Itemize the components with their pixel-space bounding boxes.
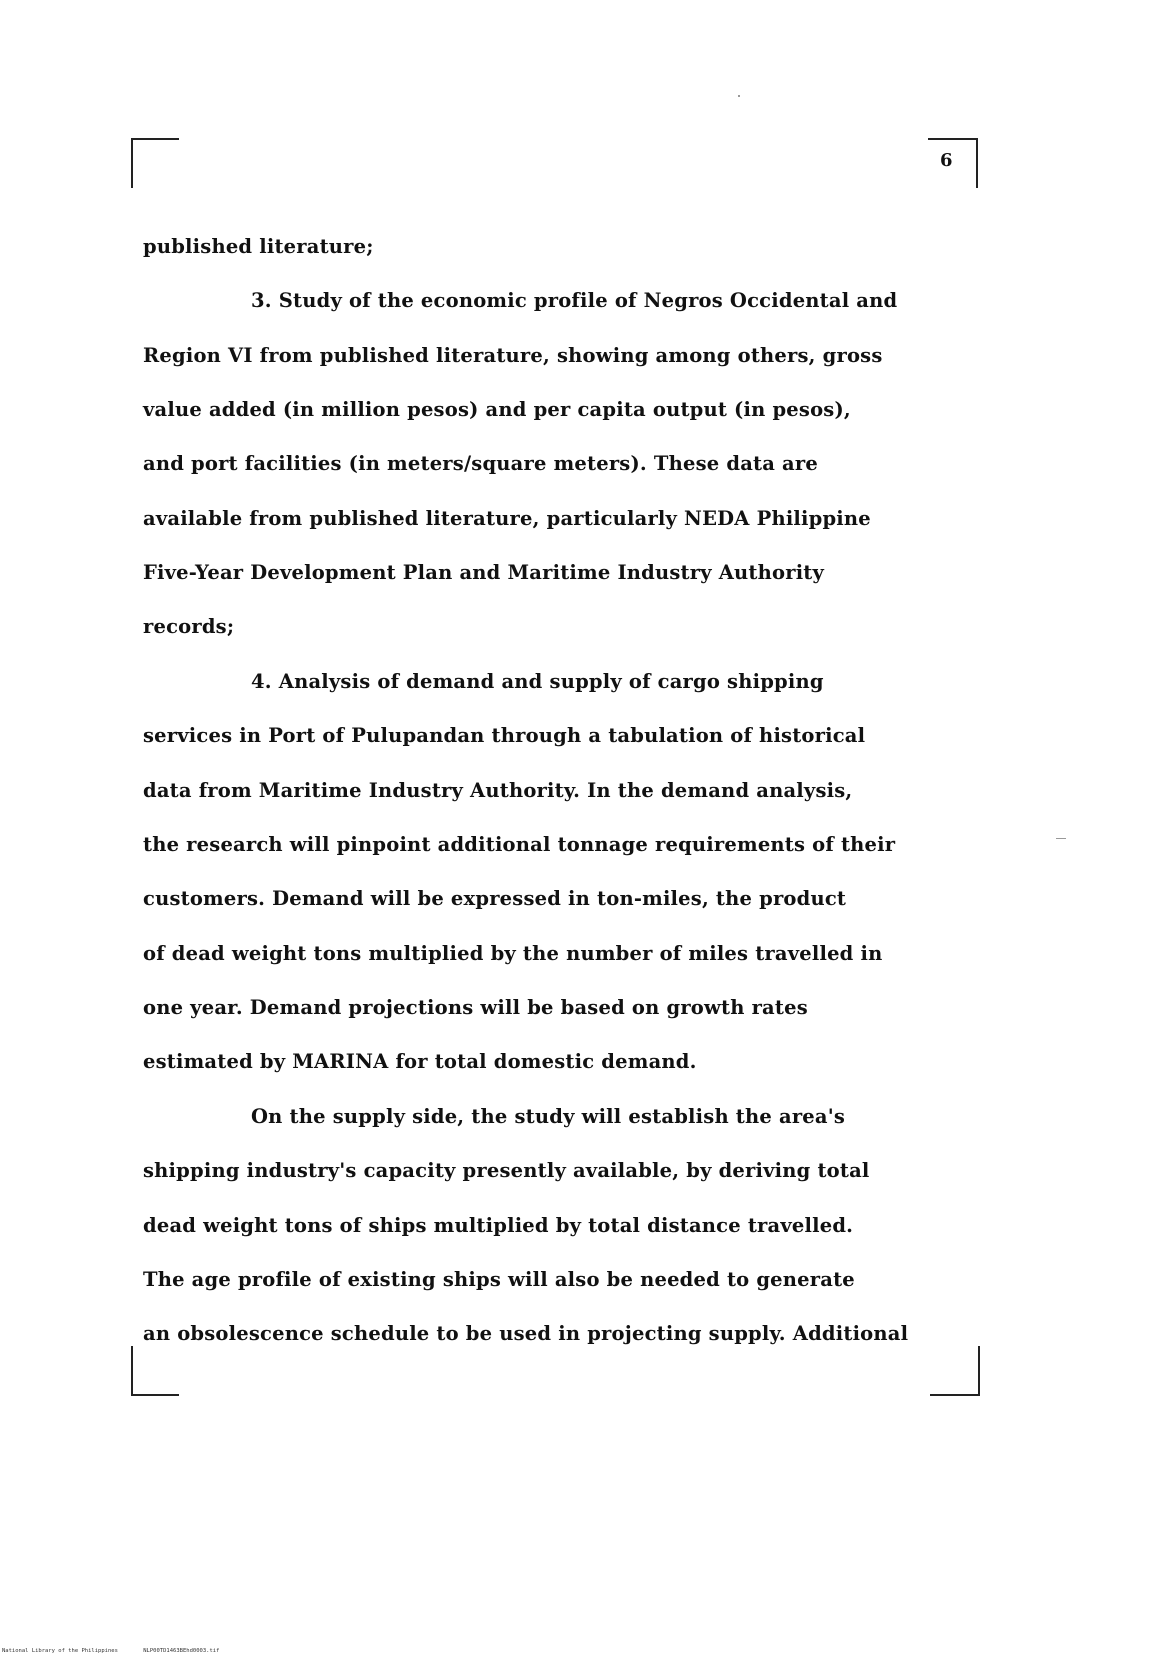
page-number: 6: [940, 150, 953, 171]
body-line: data from Maritime Industry Authority. In the demand analysis,: [143, 779, 853, 802]
body-line: On the supply side, the study will establish the area's: [251, 1105, 846, 1128]
body-line: The age profile of existing ships will also be needed to generate: [143, 1268, 855, 1291]
body-line: the research will pinpoint additional tonnage requirements of their: [143, 833, 896, 856]
crop-mark-top-right-vertical: [976, 138, 978, 188]
body-line: shipping industry's capacity presently available, by deriving total: [143, 1159, 870, 1182]
crop-mark-bottom-right-vertical: [978, 1346, 980, 1396]
scan-speck: [738, 95, 740, 97]
body-line: value added (in million pesos) and per capita output (in pesos),: [143, 398, 851, 421]
scan-speck: [1056, 838, 1066, 839]
footer-file: NLP00TD1463BEhd0003.tif: [143, 1648, 220, 1654]
crop-mark-bottom-left-vertical: [131, 1346, 133, 1396]
body-line: published literature;: [143, 235, 374, 258]
body-line: dead weight tons of ships multiplied by total distance travelled.: [143, 1214, 854, 1237]
crop-mark-bottom-right: [930, 1394, 980, 1396]
crop-mark-top-left-vertical: [131, 138, 133, 188]
crop-mark-top-right: [928, 138, 978, 140]
crop-mark-top-left: [131, 138, 179, 140]
scan-footer: [2, 1648, 241, 1654]
body-line: Region VI from published literature, showing among others, gross: [143, 344, 883, 367]
body-line: records;: [143, 615, 235, 638]
crop-mark-bottom-left: [131, 1394, 179, 1396]
footer-library: National Library of the Philippines: [2, 1648, 118, 1654]
body-line: of dead weight tons multiplied by the number of miles travelled in: [143, 942, 883, 965]
body-line: Five-Year Development Plan and Maritime Industry Authority: [143, 561, 825, 584]
body-line: customers. Demand will be expressed in ton-miles, the product: [143, 887, 847, 910]
body-line: an obsolescence schedule to be used in projecting supply. Additional: [143, 1322, 909, 1345]
body-line: estimated by MARINA for total domestic demand.: [143, 1050, 697, 1073]
body-line: services in Port of Pulupandan through a tabulation of historical: [143, 724, 866, 747]
body-line: one year. Demand projections will be based on growth rates: [143, 996, 808, 1019]
body-line: and port facilities (in meters/square meters). These data are: [143, 452, 818, 475]
body-line: 4. Analysis of demand and supply of cargo shipping: [251, 670, 824, 693]
body-line: 3. Study of the economic profile of Negros Occidental and: [251, 289, 898, 312]
body-line: available from published literature, particularly NEDA Philippine: [143, 507, 871, 530]
